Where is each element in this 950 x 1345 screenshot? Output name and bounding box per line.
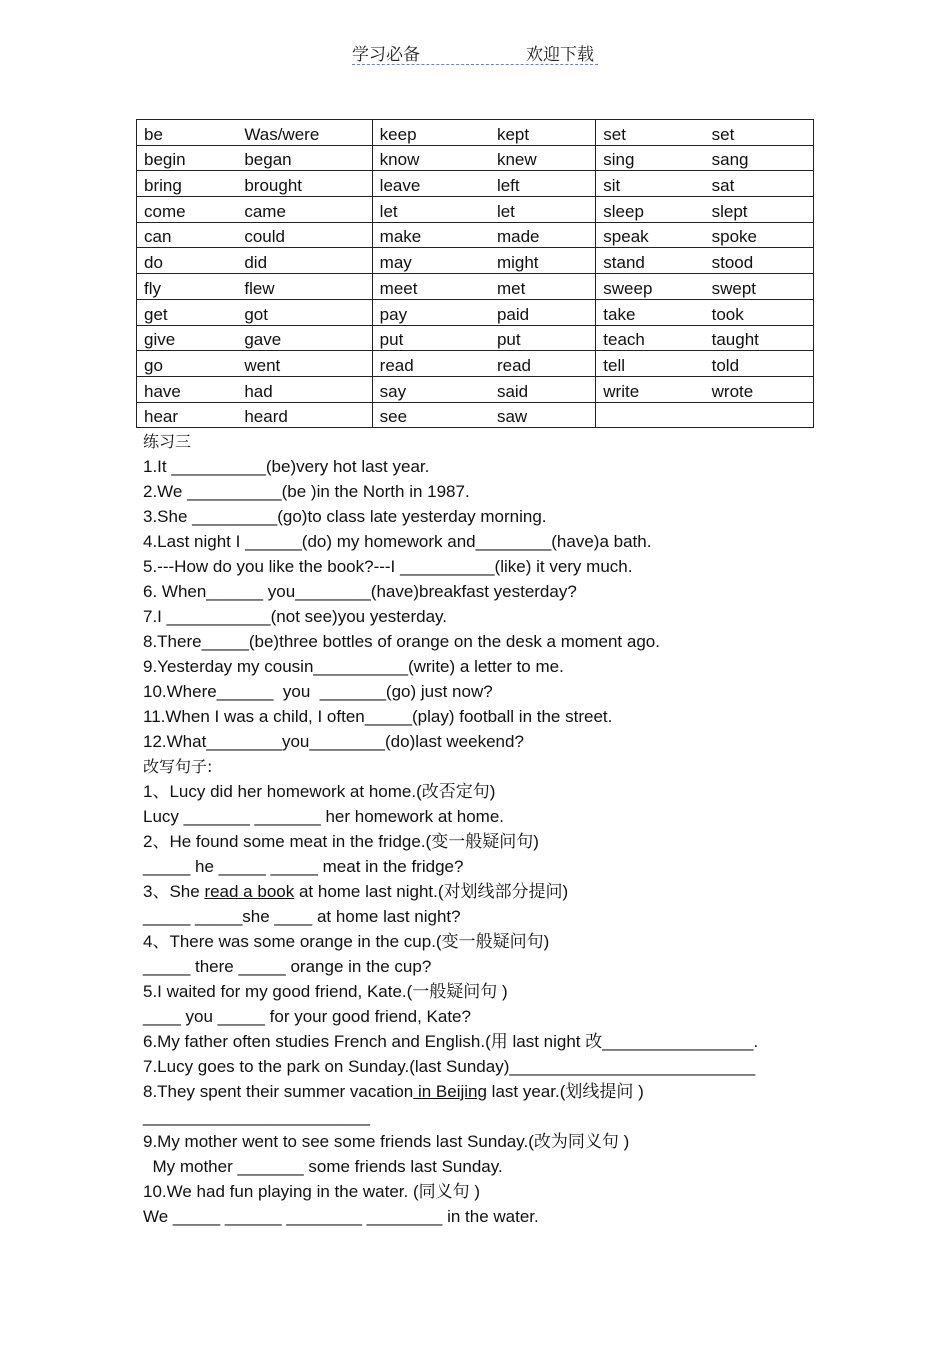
verb-past-form: flew [237,274,372,300]
verb-table-row [137,299,814,325]
verb-past-form: taught [705,325,814,351]
exercise-item: 6. When______ you________(have)breakfast yesterday? [143,582,577,601]
verb-base-form: pay [372,299,490,325]
exercise3-list [143,454,823,754]
verb-base-form: make [372,222,490,248]
verb-base-form: teach [596,325,705,351]
rewrite-question-6: 6.My father often studies French and English.(用 last night 改________________. [143,1032,759,1051]
verb-past-form: saw [490,402,596,428]
rewrite-question-1: 1、Lucy did her homework at home.(改否定句) [143,782,496,801]
q8-suffix: last year.(划线提问 ) [486,1082,644,1101]
verb-past-form: came [237,197,372,223]
verb-table-row [137,120,814,146]
exercise3-title: 练习三 [143,432,192,451]
verb-past-form: might [490,248,596,274]
verb-base-form: set [596,120,705,146]
verb-table-row [137,325,814,351]
verb-table-row [137,248,814,274]
rewrite-question-5: 5.I waited for my good friend, Kate.(一般疑问句 ) [143,982,508,1001]
verb-base-form [596,402,705,428]
verb-base-form: give [137,325,238,351]
rewrite-title: 改写句子: [143,757,213,776]
verb-base-form: take [596,299,705,325]
verb-past-form: told [705,351,814,377]
verb-table-row [137,145,814,171]
verb-past-form: kept [490,120,596,146]
verb-base-form: begin [137,145,238,171]
verb-base-form: say [372,376,490,402]
header-left-text: 学习必备 [352,45,420,65]
rewrite-answer-2: _____ he _____ _____ meat in the fridge? [143,857,464,876]
verb-table-row [137,274,814,300]
verb-base-form: meet [372,274,490,300]
rewrite-answer-3: _____ _____she ____ at home last night? [143,907,461,926]
exercise-content [143,429,823,1229]
rewrite-answer-8: ________________________ [143,1107,370,1126]
verb-base-form: sing [596,145,705,171]
rewrite-answer-4: _____ there _____ orange in the cup? [143,957,432,976]
verb-past-form: put [490,325,596,351]
rewrite-question-7: 7.Lucy goes to the park on Sunday.(last Sunday)__________________________ [143,1057,756,1076]
verb-table-row [137,402,814,428]
verb-base-form: sweep [596,274,705,300]
verb-past-form: read [490,351,596,377]
exercise-item: 12.What________you________(do)last weekend? [143,732,524,751]
rewrite-answer-10: We _____ ______ ________ ________ in the water. [143,1207,539,1226]
verb-base-form: read [372,351,490,377]
verb-base-form: let [372,197,490,223]
q3-suffix: at home last night.(对划线部分提问) [294,882,569,901]
q3-underlined-phrase: read a book [204,882,295,901]
q8-underlined-phrase: in Beijing [413,1082,487,1101]
exercise-item: 9.Yesterday my cousin__________(write) a letter to me. [143,657,564,676]
verb-past-form: made [490,222,596,248]
verb-past-form [705,402,814,428]
verb-past-form: brought [237,171,372,197]
verb-past-form: sat [705,171,814,197]
verb-past-form: slept [705,197,814,223]
verb-base-form: see [372,402,490,428]
rewrite-question-3 [143,879,823,904]
verb-past-form: took [705,299,814,325]
rewrite-answer-1: Lucy _______ _______ her homework at home. [143,807,505,826]
exercise-item: 1.It __________(be)very hot last year. [143,457,430,476]
verb-base-form: leave [372,171,490,197]
exercise-item: 5.---How do you like the book?---I __________(like) it very much. [143,557,633,576]
verb-base-form: write [596,376,705,402]
verb-base-form: stand [596,248,705,274]
header-right-text: 欢迎下载 [526,45,594,65]
verb-past-form: went [237,351,372,377]
irregular-verb-table [136,119,814,428]
exercise-item: 10.Where______ you _______(go) just now? [143,682,493,701]
verb-base-form: know [372,145,490,171]
exercise-item: 11.When I was a child, I often_____(play) football in the street. [143,707,613,726]
verb-past-form: sang [705,145,814,171]
verb-past-form: wrote [705,376,814,402]
verb-table-row [137,197,814,223]
verb-base-form: put [372,325,490,351]
verb-past-form: met [490,274,596,300]
exercise-item: 2.We __________(be )in the North in 1987. [143,482,470,501]
page-header [352,40,598,65]
verb-base-form: bring [137,171,238,197]
rewrite-answer-5: ____ you _____ for your good friend, Kate? [143,1007,471,1026]
verb-past-form: knew [490,145,596,171]
rewrite-question-9: 9.My mother went to see some friends last Sunday.(改为同义句 ) [143,1132,630,1151]
verb-table-row [137,351,814,377]
verb-past-form: set [705,120,814,146]
verb-past-form: swept [705,274,814,300]
verb-base-form: tell [596,351,705,377]
verb-past-form: let [490,197,596,223]
q8-prefix: 8.They spent their summer vacation [143,1082,414,1101]
verb-past-form: did [237,248,372,274]
verb-base-form: hear [137,402,238,428]
verb-base-form: get [137,299,238,325]
q3-prefix: 3、She [143,882,205,901]
verb-base-form: may [372,248,490,274]
verb-past-form: began [237,145,372,171]
exercise-item: 4.Last night I ______(do) my homework and________(have)a bath. [143,532,652,551]
verb-base-form: sleep [596,197,705,223]
verb-past-form: had [237,376,372,402]
verb-past-form: said [490,376,596,402]
verb-base-form: speak [596,222,705,248]
exercise-item: 8.There_____(be)three bottles of orange on the desk a moment ago. [143,632,660,651]
verb-table-row [137,171,814,197]
verb-base-form: sit [596,171,705,197]
verb-past-form: paid [490,299,596,325]
verb-past-form: gave [237,325,372,351]
verb-base-form: go [137,351,238,377]
verb-past-form: Was/were [237,120,372,146]
exercise-item: 7.I ___________(not see)you yesterday. [143,607,448,626]
verb-past-form: could [237,222,372,248]
verb-past-form: left [490,171,596,197]
verb-past-form: got [237,299,372,325]
verb-table-row [137,222,814,248]
verb-base-form: fly [137,274,238,300]
rewrite-question-4: 4、There was some orange in the cup.(变一般疑问句) [143,932,550,951]
verb-base-form: keep [372,120,490,146]
exercise-item: 3.She _________(go)to class late yesterday morning. [143,507,547,526]
rewrite-question-2: 2、He found some meat in the fridge.(变一般疑问句) [143,832,539,851]
rewrite-answer-9: My mother _______ some friends last Sunday. [143,1157,503,1176]
verb-base-form: come [137,197,238,223]
verb-past-form: spoke [705,222,814,248]
rewrite-question-10: 10.We had fun playing in the water. (同义句 ) [143,1182,481,1201]
verb-base-form: do [137,248,238,274]
verb-base-form: can [137,222,238,248]
rewrite-question-8 [143,1079,823,1104]
verb-table-row [137,376,814,402]
verb-base-form: have [137,376,238,402]
verb-past-form: heard [237,402,372,428]
verb-past-form: stood [705,248,814,274]
verb-base-form: be [137,120,238,146]
